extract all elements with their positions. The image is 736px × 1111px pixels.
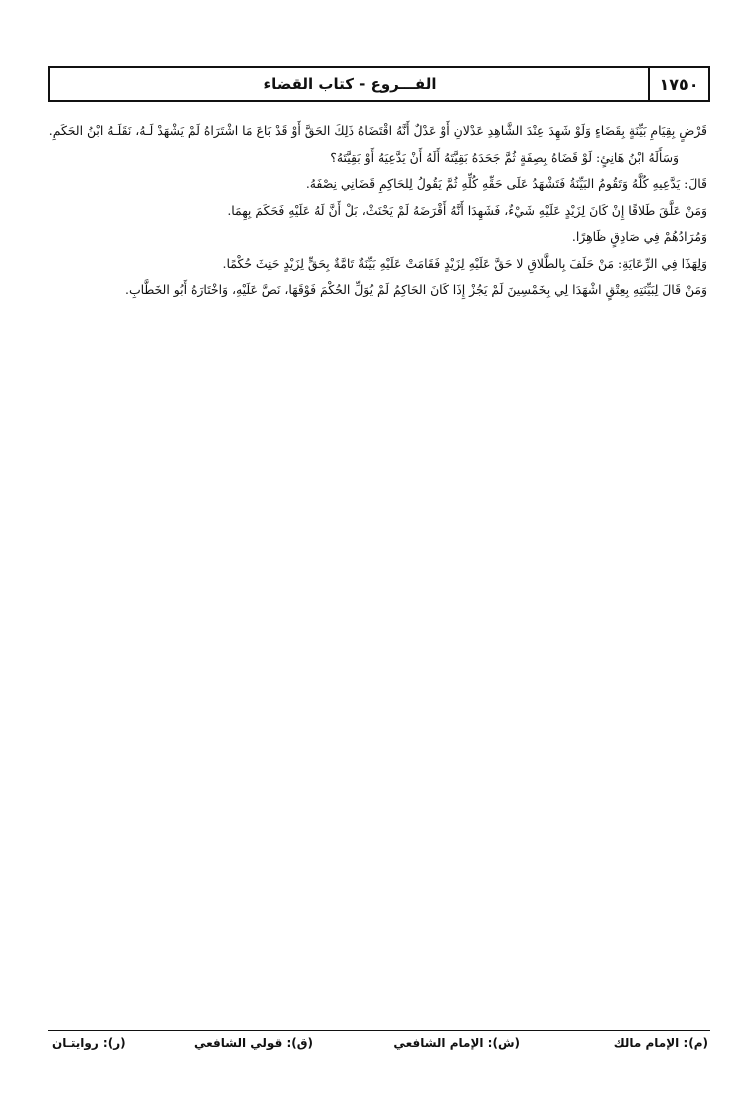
paragraph: قَرْضٍ بِقِيَامِ بَيِّنَةٍ بِقَضَاءٍ وَلَوْ شَهِدَ عِنْدَ الشَّاهِدِ عَدْلانِ أَوْ عَدْلٌ أَنَّهُ اقْتَضَاهُ ذَلِكَ الحَقَّ أَوْ قَدْ بَاعَ مَا اشْتَرَاهُ لَمْ يَشْهَدْ لَـهُ، نَقَلَـهُ ابْنُ الحَكَمِ. (48, 123, 707, 138)
page-number: ١٧٥٠ (648, 68, 708, 100)
running-title: الفـــروع - كتاب القضاء (263, 75, 437, 93)
page-header (48, 66, 710, 102)
abbreviation-key (52, 1036, 708, 1058)
abbr-shafii: (ش): الإمام الشافعي (393, 1036, 520, 1050)
paragraph: وَمَنْ قَالَ لِبَيِّنَتِهِ بِعِتْقٍ اشْهَدَا لِي بِخَمْسِينَ لَمْ يَجُزْ إِذَا كَانَ الحَاكِمُ لَمْ يُوَلِّ الحُكْمَ فَوْقَهَا، نَصَّ عَلَيْهِ، وَاخْتَارَهُ أَبُو الخَطَّابِ. (125, 282, 707, 297)
paragraph: وَسَأَلَهُ ابْنُ هَانِئٍ: لَوْ قَضَاهُ بِصِفَةٍ ثُمَّ جَحَدَهُ بَقِيَّتَهُ أَلَهُ أَنْ يَدَّعِيَهُ أَوْ بَقِيَّتَهُ؟ (330, 149, 679, 165)
paragraph: قَالَ: يَدَّعِيهِ كُلَّهُ وَتَقُومُ البَيِّنَةُ فَتَشْهَدُ عَلَى حَقِّهِ كُلِّهِ ثُمَّ يَقُولُ لِلحَاكِمِ قَضَانِي نِصْفَهُ. (305, 176, 707, 191)
paragraph: وَمُرَادُهُمْ فِي صَادِقٍ ظَاهِرًا. (571, 229, 707, 244)
main-text (42, 118, 707, 304)
abbr-shafii-opinions: (ق): قولي الشافعي (194, 1036, 313, 1050)
paragraph: وَمَنْ عَلَّقَ طَلاقًا إِنْ كَانَ لِزَيْدٍ عَلَيْهِ شَيْءٌ، فَشَهِدَا أَنَّهُ أَقْرَضَهُ لَمْ يَحْنَثْ، بَلْ أَنَّ لَهُ عَلَيْهِ فَحَكَمَ بِهِمَا. (227, 202, 707, 218)
abbr-malik: (م): الإمام مالك (613, 1036, 708, 1050)
footer-divider (48, 1030, 710, 1031)
abbr-two-narrations: (ر): روايتـان (52, 1036, 126, 1050)
paragraph: وَلِهَذَا فِي الرِّعَايَةِ: مَنْ حَلَفَ بِالطَّلاقِ لا حَقَّ عَلَيْهِ لِزَيْدٍ فَقَامَتْ عَلَيْهِ بَيِّنَةٌ تَامَّةٌ بِحَقٍّ لِزَيْدٍ حَنِثَ حُكْمًا. (222, 255, 707, 271)
